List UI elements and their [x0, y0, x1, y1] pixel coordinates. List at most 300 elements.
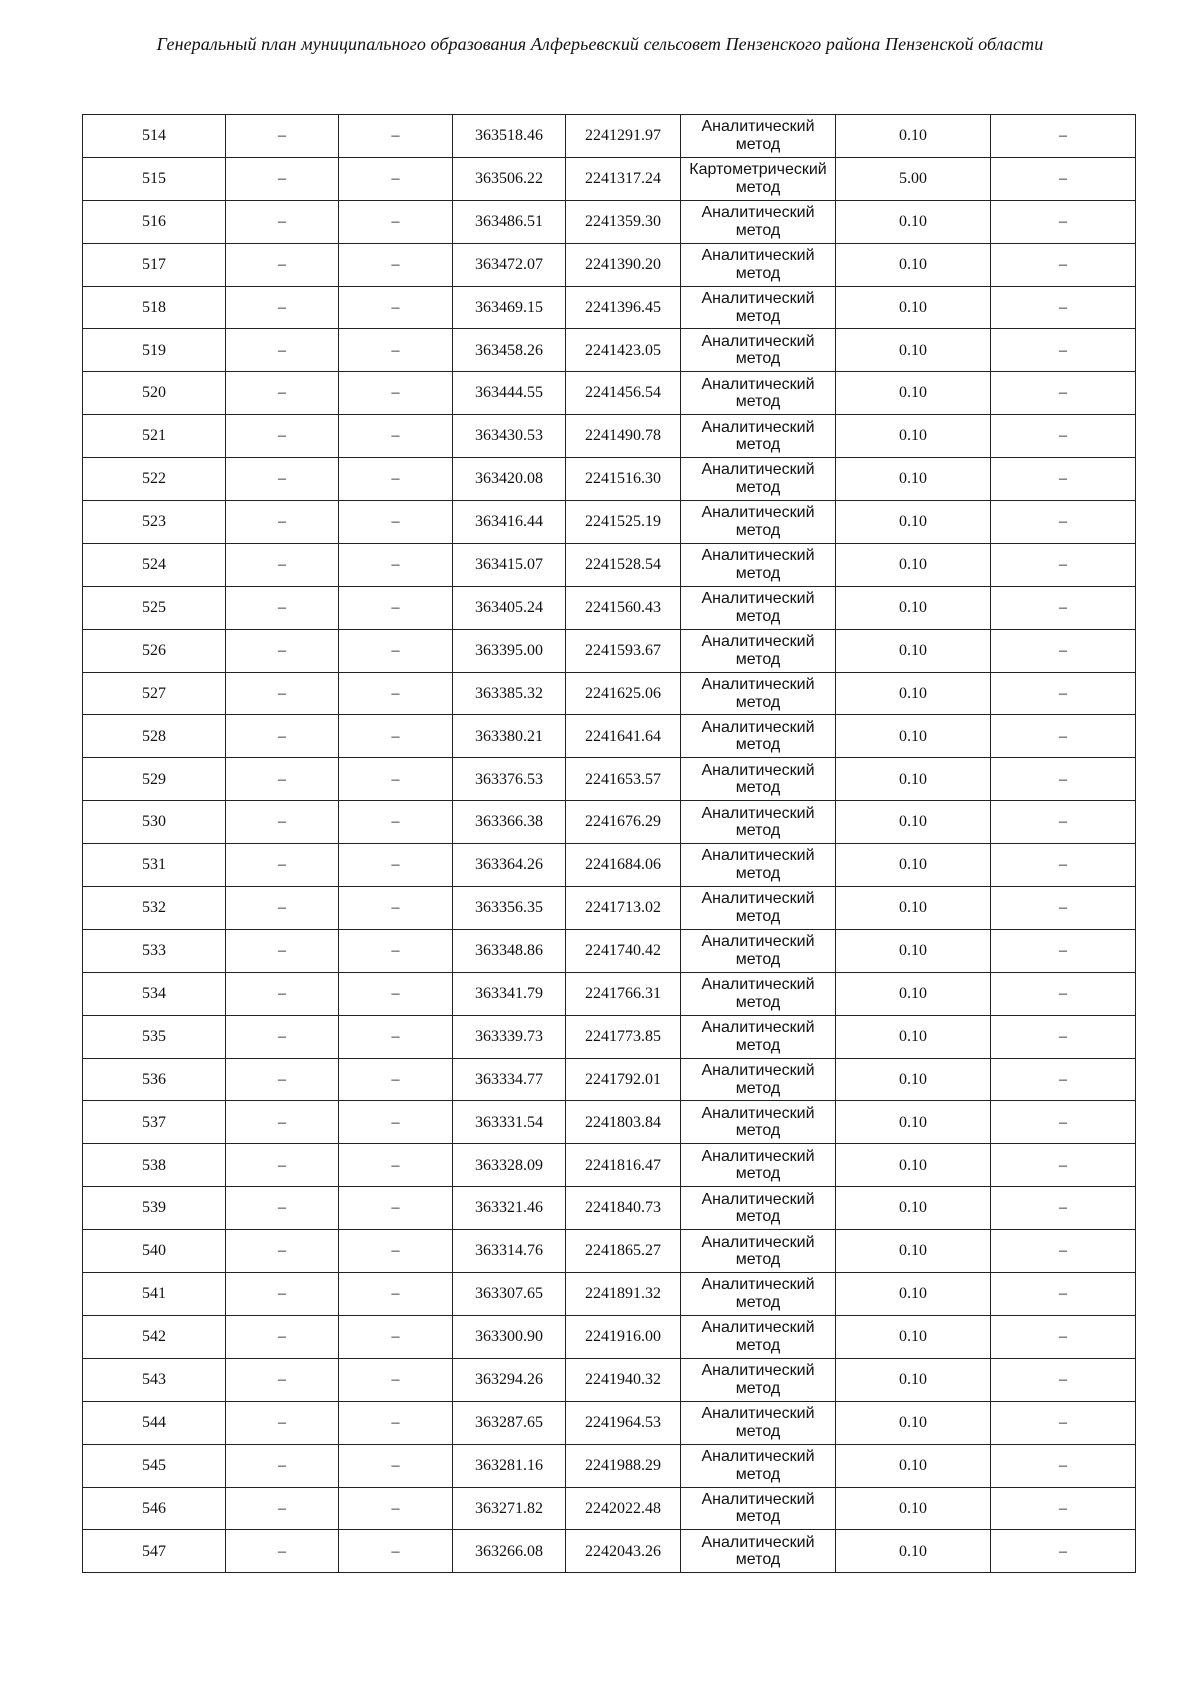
y-coordinate-cell: 2241891.32 [566, 1273, 681, 1316]
empty-cell: – [339, 758, 453, 801]
point-number-cell: 520 [83, 372, 226, 415]
method-cell: Аналитический метод [681, 844, 836, 887]
accuracy-cell: 0.10 [836, 286, 991, 329]
point-number-cell: 522 [83, 458, 226, 501]
x-coordinate-cell: 363300.90 [453, 1315, 566, 1358]
accuracy-cell: 0.10 [836, 501, 991, 544]
empty-cell: – [339, 1273, 453, 1316]
y-coordinate-cell: 2241792.01 [566, 1058, 681, 1101]
method-cell: Аналитический метод [681, 501, 836, 544]
empty-cell: – [226, 1187, 339, 1230]
empty-cell: – [991, 1315, 1136, 1358]
point-number-cell: 545 [83, 1444, 226, 1487]
method-cell: Аналитический метод [681, 1358, 836, 1401]
x-coordinate-cell: 363307.65 [453, 1273, 566, 1316]
accuracy-cell: 0.10 [836, 1101, 991, 1144]
empty-cell: – [226, 1401, 339, 1444]
y-coordinate-cell: 2242043.26 [566, 1530, 681, 1573]
accuracy-cell: 0.10 [836, 1315, 991, 1358]
accuracy-cell: 0.10 [836, 586, 991, 629]
empty-cell: – [991, 1487, 1136, 1530]
empty-cell: – [226, 1358, 339, 1401]
y-coordinate-cell: 2241713.02 [566, 887, 681, 930]
accuracy-cell: 0.10 [836, 1444, 991, 1487]
accuracy-cell: 0.10 [836, 1530, 991, 1573]
empty-cell: – [991, 1444, 1136, 1487]
empty-cell: – [991, 1530, 1136, 1573]
y-coordinate-cell: 2241988.29 [566, 1444, 681, 1487]
method-cell: Аналитический метод [681, 586, 836, 629]
y-coordinate-cell: 2241490.78 [566, 415, 681, 458]
empty-cell: – [226, 929, 339, 972]
y-coordinate-cell: 2241291.97 [566, 115, 681, 158]
y-coordinate-cell: 2241653.57 [566, 758, 681, 801]
point-number-cell: 517 [83, 243, 226, 286]
table-row [83, 200, 1136, 243]
y-coordinate-cell: 2241803.84 [566, 1101, 681, 1144]
empty-cell: – [339, 458, 453, 501]
x-coordinate-cell: 363469.15 [453, 286, 566, 329]
empty-cell: – [339, 1230, 453, 1273]
y-coordinate-cell: 2241525.19 [566, 501, 681, 544]
table-row [83, 1401, 1136, 1444]
x-coordinate-cell: 363294.26 [453, 1358, 566, 1401]
empty-cell: – [991, 972, 1136, 1015]
accuracy-cell: 0.10 [836, 758, 991, 801]
method-cell: Аналитический метод [681, 286, 836, 329]
table-row [83, 1101, 1136, 1144]
empty-cell: – [991, 1144, 1136, 1187]
accuracy-cell: 0.10 [836, 672, 991, 715]
method-cell: Аналитический метод [681, 672, 836, 715]
empty-cell: – [226, 801, 339, 844]
empty-cell: – [339, 1015, 453, 1058]
y-coordinate-cell: 2241423.05 [566, 329, 681, 372]
empty-cell: – [991, 1358, 1136, 1401]
y-coordinate-cell: 2241359.30 [566, 200, 681, 243]
point-number-cell: 519 [83, 329, 226, 372]
table-row [83, 115, 1136, 158]
point-number-cell: 534 [83, 972, 226, 1015]
x-coordinate-cell: 363416.44 [453, 501, 566, 544]
method-cell: Аналитический метод [681, 1273, 836, 1316]
empty-cell: – [339, 887, 453, 930]
point-number-cell: 546 [83, 1487, 226, 1530]
empty-cell: – [226, 1315, 339, 1358]
point-number-cell: 529 [83, 758, 226, 801]
point-number-cell: 530 [83, 801, 226, 844]
table-row [83, 1058, 1136, 1101]
empty-cell: – [226, 329, 339, 372]
table-row [83, 1358, 1136, 1401]
table-row [83, 715, 1136, 758]
empty-cell: – [991, 286, 1136, 329]
point-number-cell: 514 [83, 115, 226, 158]
empty-cell: – [339, 629, 453, 672]
table-row [83, 243, 1136, 286]
empty-cell: – [991, 200, 1136, 243]
point-number-cell: 524 [83, 543, 226, 586]
empty-cell: – [339, 586, 453, 629]
empty-cell: – [339, 1101, 453, 1144]
method-cell: Аналитический метод [681, 1101, 836, 1144]
y-coordinate-cell: 2241773.85 [566, 1015, 681, 1058]
table-row [83, 329, 1136, 372]
point-number-cell: 533 [83, 929, 226, 972]
method-cell: Аналитический метод [681, 372, 836, 415]
x-coordinate-cell: 363395.00 [453, 629, 566, 672]
table-row [83, 1315, 1136, 1358]
empty-cell: – [339, 929, 453, 972]
x-coordinate-cell: 363430.53 [453, 415, 566, 458]
x-coordinate-cell: 363506.22 [453, 157, 566, 200]
accuracy-cell: 0.10 [836, 200, 991, 243]
point-number-cell: 539 [83, 1187, 226, 1230]
table-row [83, 672, 1136, 715]
empty-cell: – [991, 887, 1136, 930]
method-cell: Аналитический метод [681, 1530, 836, 1573]
empty-cell: – [991, 1273, 1136, 1316]
accuracy-cell: 0.10 [836, 629, 991, 672]
y-coordinate-cell: 2241740.42 [566, 929, 681, 972]
empty-cell: – [339, 715, 453, 758]
x-coordinate-cell: 363334.77 [453, 1058, 566, 1101]
empty-cell: – [226, 887, 339, 930]
accuracy-cell: 0.10 [836, 1015, 991, 1058]
x-coordinate-cell: 363266.08 [453, 1530, 566, 1573]
accuracy-cell: 0.10 [836, 115, 991, 158]
empty-cell: – [991, 1187, 1136, 1230]
table-row [83, 372, 1136, 415]
empty-cell: – [339, 1530, 453, 1573]
empty-cell: – [339, 329, 453, 372]
y-coordinate-cell: 2241625.06 [566, 672, 681, 715]
empty-cell: – [991, 115, 1136, 158]
point-number-cell: 515 [83, 157, 226, 200]
empty-cell: – [226, 1444, 339, 1487]
empty-cell: – [339, 1401, 453, 1444]
method-cell: Аналитический метод [681, 1315, 836, 1358]
point-number-cell: 531 [83, 844, 226, 887]
empty-cell: – [991, 543, 1136, 586]
empty-cell: – [226, 543, 339, 586]
method-cell: Картометрический метод [681, 157, 836, 200]
x-coordinate-cell: 363348.86 [453, 929, 566, 972]
y-coordinate-cell: 2241684.06 [566, 844, 681, 887]
empty-cell: – [226, 1230, 339, 1273]
point-number-cell: 536 [83, 1058, 226, 1101]
empty-cell: – [339, 972, 453, 1015]
method-cell: Аналитический метод [681, 200, 836, 243]
table-body [83, 115, 1136, 1573]
accuracy-cell: 0.10 [836, 1144, 991, 1187]
method-cell: Аналитический метод [681, 415, 836, 458]
empty-cell: – [991, 586, 1136, 629]
empty-cell: – [339, 1358, 453, 1401]
method-cell: Аналитический метод [681, 329, 836, 372]
empty-cell: – [226, 586, 339, 629]
accuracy-cell: 0.10 [836, 972, 991, 1015]
empty-cell: – [226, 415, 339, 458]
empty-cell: – [991, 1058, 1136, 1101]
empty-cell: – [339, 1315, 453, 1358]
y-coordinate-cell: 2241317.24 [566, 157, 681, 200]
method-cell: Аналитический метод [681, 758, 836, 801]
y-coordinate-cell: 2241560.43 [566, 586, 681, 629]
empty-cell: – [991, 801, 1136, 844]
y-coordinate-cell: 2241840.73 [566, 1187, 681, 1230]
y-coordinate-cell: 2242022.48 [566, 1487, 681, 1530]
empty-cell: – [339, 1058, 453, 1101]
table-row [83, 1144, 1136, 1187]
empty-cell: – [226, 372, 339, 415]
empty-cell: – [226, 629, 339, 672]
y-coordinate-cell: 2241940.32 [566, 1358, 681, 1401]
empty-cell: – [991, 372, 1136, 415]
method-cell: Аналитический метод [681, 1144, 836, 1187]
point-number-cell: 527 [83, 672, 226, 715]
point-number-cell: 528 [83, 715, 226, 758]
y-coordinate-cell: 2241593.67 [566, 629, 681, 672]
table-row [83, 1015, 1136, 1058]
accuracy-cell: 0.10 [836, 329, 991, 372]
empty-cell: – [339, 1444, 453, 1487]
empty-cell: – [339, 415, 453, 458]
point-number-cell: 521 [83, 415, 226, 458]
empty-cell: – [991, 1101, 1136, 1144]
x-coordinate-cell: 363415.07 [453, 543, 566, 586]
point-number-cell: 523 [83, 501, 226, 544]
point-number-cell: 542 [83, 1315, 226, 1358]
x-coordinate-cell: 363458.26 [453, 329, 566, 372]
table-row [83, 1187, 1136, 1230]
table-row [83, 157, 1136, 200]
y-coordinate-cell: 2241676.29 [566, 801, 681, 844]
point-number-cell: 532 [83, 887, 226, 930]
x-coordinate-cell: 363331.54 [453, 1101, 566, 1144]
empty-cell: – [339, 543, 453, 586]
x-coordinate-cell: 363385.32 [453, 672, 566, 715]
empty-cell: – [226, 115, 339, 158]
accuracy-cell: 0.10 [836, 1230, 991, 1273]
accuracy-cell: 0.10 [836, 929, 991, 972]
empty-cell: – [991, 415, 1136, 458]
table-row [83, 844, 1136, 887]
empty-cell: – [991, 629, 1136, 672]
x-coordinate-cell: 363281.16 [453, 1444, 566, 1487]
x-coordinate-cell: 363444.55 [453, 372, 566, 415]
empty-cell: – [226, 715, 339, 758]
empty-cell: – [991, 844, 1136, 887]
x-coordinate-cell: 363420.08 [453, 458, 566, 501]
empty-cell: – [991, 458, 1136, 501]
point-number-cell: 535 [83, 1015, 226, 1058]
method-cell: Аналитический метод [681, 972, 836, 1015]
x-coordinate-cell: 363405.24 [453, 586, 566, 629]
point-number-cell: 537 [83, 1101, 226, 1144]
y-coordinate-cell: 2241916.00 [566, 1315, 681, 1358]
method-cell: Аналитический метод [681, 929, 836, 972]
method-cell: Аналитический метод [681, 887, 836, 930]
accuracy-cell: 0.10 [836, 243, 991, 286]
table-row [83, 1530, 1136, 1573]
empty-cell: – [991, 243, 1136, 286]
x-coordinate-cell: 363356.35 [453, 887, 566, 930]
empty-cell: – [339, 157, 453, 200]
method-cell: Аналитический метод [681, 629, 836, 672]
x-coordinate-cell: 363364.26 [453, 844, 566, 887]
method-cell: Аналитический метод [681, 1230, 836, 1273]
empty-cell: – [226, 1273, 339, 1316]
accuracy-cell: 0.10 [836, 1273, 991, 1316]
x-coordinate-cell: 363287.65 [453, 1401, 566, 1444]
empty-cell: – [339, 501, 453, 544]
empty-cell: – [991, 501, 1136, 544]
method-cell: Аналитический метод [681, 1015, 836, 1058]
empty-cell: – [226, 157, 339, 200]
empty-cell: – [226, 286, 339, 329]
empty-cell: – [339, 1487, 453, 1530]
table-row [83, 801, 1136, 844]
empty-cell: – [991, 758, 1136, 801]
method-cell: Аналитический метод [681, 715, 836, 758]
accuracy-cell: 5.00 [836, 157, 991, 200]
point-number-cell: 544 [83, 1401, 226, 1444]
method-cell: Аналитический метод [681, 801, 836, 844]
empty-cell: – [226, 1101, 339, 1144]
empty-cell: – [226, 672, 339, 715]
y-coordinate-cell: 2241964.53 [566, 1401, 681, 1444]
table-row [83, 1273, 1136, 1316]
x-coordinate-cell: 363518.46 [453, 115, 566, 158]
table-row [83, 929, 1136, 972]
x-coordinate-cell: 363321.46 [453, 1187, 566, 1230]
x-coordinate-cell: 363376.53 [453, 758, 566, 801]
coordinates-table [82, 114, 1136, 1573]
x-coordinate-cell: 363486.51 [453, 200, 566, 243]
empty-cell: – [991, 157, 1136, 200]
x-coordinate-cell: 363314.76 [453, 1230, 566, 1273]
point-number-cell: 547 [83, 1530, 226, 1573]
empty-cell: – [339, 243, 453, 286]
method-cell: Аналитический метод [681, 543, 836, 586]
accuracy-cell: 0.10 [836, 801, 991, 844]
y-coordinate-cell: 2241396.45 [566, 286, 681, 329]
accuracy-cell: 0.10 [836, 458, 991, 501]
page-header: Генеральный план муниципального образования Алферьевский сельсовет Пензенского района Пензенской области [156, 34, 1044, 54]
x-coordinate-cell: 363366.38 [453, 801, 566, 844]
empty-cell: – [991, 672, 1136, 715]
table-row [83, 887, 1136, 930]
table-row [83, 543, 1136, 586]
empty-cell: – [226, 458, 339, 501]
table-row [83, 972, 1136, 1015]
table-row [83, 629, 1136, 672]
y-coordinate-cell: 2241528.54 [566, 543, 681, 586]
empty-cell: – [991, 929, 1136, 972]
accuracy-cell: 0.10 [836, 1358, 991, 1401]
y-coordinate-cell: 2241641.64 [566, 715, 681, 758]
method-cell: Аналитический метод [681, 115, 836, 158]
table-row [83, 1444, 1136, 1487]
point-number-cell: 543 [83, 1358, 226, 1401]
point-number-cell: 538 [83, 1144, 226, 1187]
accuracy-cell: 0.10 [836, 1058, 991, 1101]
empty-cell: – [339, 200, 453, 243]
table-row [83, 586, 1136, 629]
table-row [83, 501, 1136, 544]
accuracy-cell: 0.10 [836, 1487, 991, 1530]
y-coordinate-cell: 2241816.47 [566, 1144, 681, 1187]
empty-cell: – [339, 801, 453, 844]
empty-cell: – [226, 1058, 339, 1101]
empty-cell: – [991, 1015, 1136, 1058]
empty-cell: – [339, 1144, 453, 1187]
method-cell: Аналитический метод [681, 1058, 836, 1101]
y-coordinate-cell: 2241865.27 [566, 1230, 681, 1273]
empty-cell: – [339, 372, 453, 415]
empty-cell: – [226, 972, 339, 1015]
empty-cell: – [991, 329, 1136, 372]
empty-cell: – [226, 243, 339, 286]
table-row [83, 458, 1136, 501]
table-row [83, 286, 1136, 329]
empty-cell: – [339, 672, 453, 715]
point-number-cell: 526 [83, 629, 226, 672]
x-coordinate-cell: 363380.21 [453, 715, 566, 758]
accuracy-cell: 0.10 [836, 844, 991, 887]
accuracy-cell: 0.10 [836, 1187, 991, 1230]
method-cell: Аналитический метод [681, 1487, 836, 1530]
point-number-cell: 516 [83, 200, 226, 243]
y-coordinate-cell: 2241456.54 [566, 372, 681, 415]
x-coordinate-cell: 363472.07 [453, 243, 566, 286]
empty-cell: – [226, 200, 339, 243]
accuracy-cell: 0.10 [836, 415, 991, 458]
point-number-cell: 541 [83, 1273, 226, 1316]
table-row [83, 758, 1136, 801]
y-coordinate-cell: 2241766.31 [566, 972, 681, 1015]
empty-cell: – [991, 1230, 1136, 1273]
empty-cell: – [339, 115, 453, 158]
empty-cell: – [339, 286, 453, 329]
method-cell: Аналитический метод [681, 458, 836, 501]
empty-cell: – [339, 1187, 453, 1230]
empty-cell: – [226, 844, 339, 887]
point-number-cell: 525 [83, 586, 226, 629]
empty-cell: – [226, 1144, 339, 1187]
accuracy-cell: 0.10 [836, 543, 991, 586]
y-coordinate-cell: 2241390.20 [566, 243, 681, 286]
accuracy-cell: 0.10 [836, 887, 991, 930]
table-row [83, 1230, 1136, 1273]
method-cell: Аналитический метод [681, 1444, 836, 1487]
empty-cell: – [226, 758, 339, 801]
x-coordinate-cell: 363339.73 [453, 1015, 566, 1058]
empty-cell: – [226, 1015, 339, 1058]
x-coordinate-cell: 363341.79 [453, 972, 566, 1015]
method-cell: Аналитический метод [681, 1187, 836, 1230]
point-number-cell: 540 [83, 1230, 226, 1273]
table-row [83, 1487, 1136, 1530]
empty-cell: – [226, 1487, 339, 1530]
accuracy-cell: 0.10 [836, 715, 991, 758]
empty-cell: – [991, 715, 1136, 758]
table-row [83, 415, 1136, 458]
x-coordinate-cell: 363271.82 [453, 1487, 566, 1530]
method-cell: Аналитический метод [681, 243, 836, 286]
empty-cell: – [991, 1401, 1136, 1444]
